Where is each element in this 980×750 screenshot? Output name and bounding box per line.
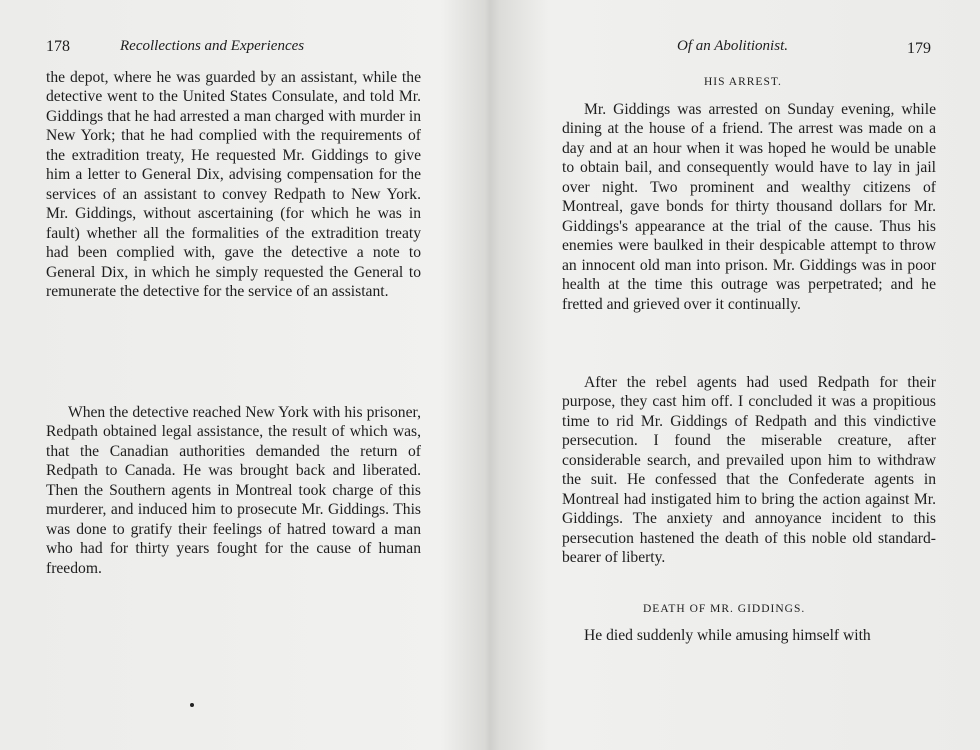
right-paragraph-3-text: He died suddenly while amusing himself with: [584, 627, 871, 644]
right-page: [490, 0, 980, 750]
left-paragraph-1-text: the depot, where he was guarded by an assistant, while the detective went to the United States Consulate, and told Mr. Giddings that he had arrested a man charged with murder in New York; that he had complied with the requirements of the extradition treaty, He requested Mr. Giddings to give him a letter to General Dix, advising compensation for the services of an assistant to convey Redpath to New York. Mr. Giddings, without ascertaining (for which he was in fault) whether all the formalities of the extradition treaty had been complied with, gave the detective a note to General Dix, in which he simply requested the General to remunerate the detective for the service of an assistant.: [46, 69, 421, 300]
ink-dot: [190, 703, 194, 707]
right-paragraph-2: [562, 373, 936, 568]
left-paragraph-2-text: When the detective reached New York with his prisoner, Redpath obtained legal assistance, the result of which was, that the Canadian authorities demanded the return of Redpath to Canada. He was brought back and liberated. Then the Southern agents in Montreal took charge of this murderer, and induced him to prosecute Mr. Giddings. This was done to gratify their feelings of hatred toward a man who had for thirty years fought for the cause of human freedom.: [46, 404, 421, 577]
left-page-number: 178: [46, 38, 70, 55]
right-page-number: 179: [907, 40, 931, 57]
right-paragraph-3: [562, 626, 936, 645]
right-running-head: Of an Abolitionist.: [677, 38, 788, 54]
section-heading-death: DEATH OF MR. GIDDINGS.: [643, 603, 806, 615]
left-paragraph-1: [46, 68, 421, 301]
left-running-head: Recollections and Experiences: [120, 38, 305, 54]
right-paragraph-1-text: Mr. Giddings was arrested on Sunday evening, while dining at the house of a friend. The arrest was made on a day and at an hour when it was hoped he would be unable to obtain bail, and consequently would have to lay in jail over night. Two prominent and wealthy citizens of Montreal, gave bonds for thirty thousand dollars for Mr. Giddings's appearance at the trial of the cause. Thus his enemies were baulked in their despicable attempt to throw an innocent old man into prison. Mr. Giddings was in poor health at the time this outrage was perpetrated; and he fretted and grieved over it continually.: [562, 101, 936, 313]
right-paragraph-2-text: After the rebel agents had used Redpath for their purpose, they cast him off. I concluded it was a propitious time to rid Mr. Giddings of Redpath and this vindictive persecution. I found the miserable creature, after considerable search, and prevailed upon him to withdraw the suit. He confessed that the Confederate agents in Montreal had instigated him to bring the action against Mr. Giddings. The anxiety and annoyance incident to this persecution hastened the death of this noble old standard-bearer of liberty.: [562, 374, 936, 567]
right-paragraph-1: [562, 100, 936, 314]
section-heading-arrest: HIS ARREST.: [704, 76, 782, 88]
left-paragraph-2: [46, 403, 421, 578]
